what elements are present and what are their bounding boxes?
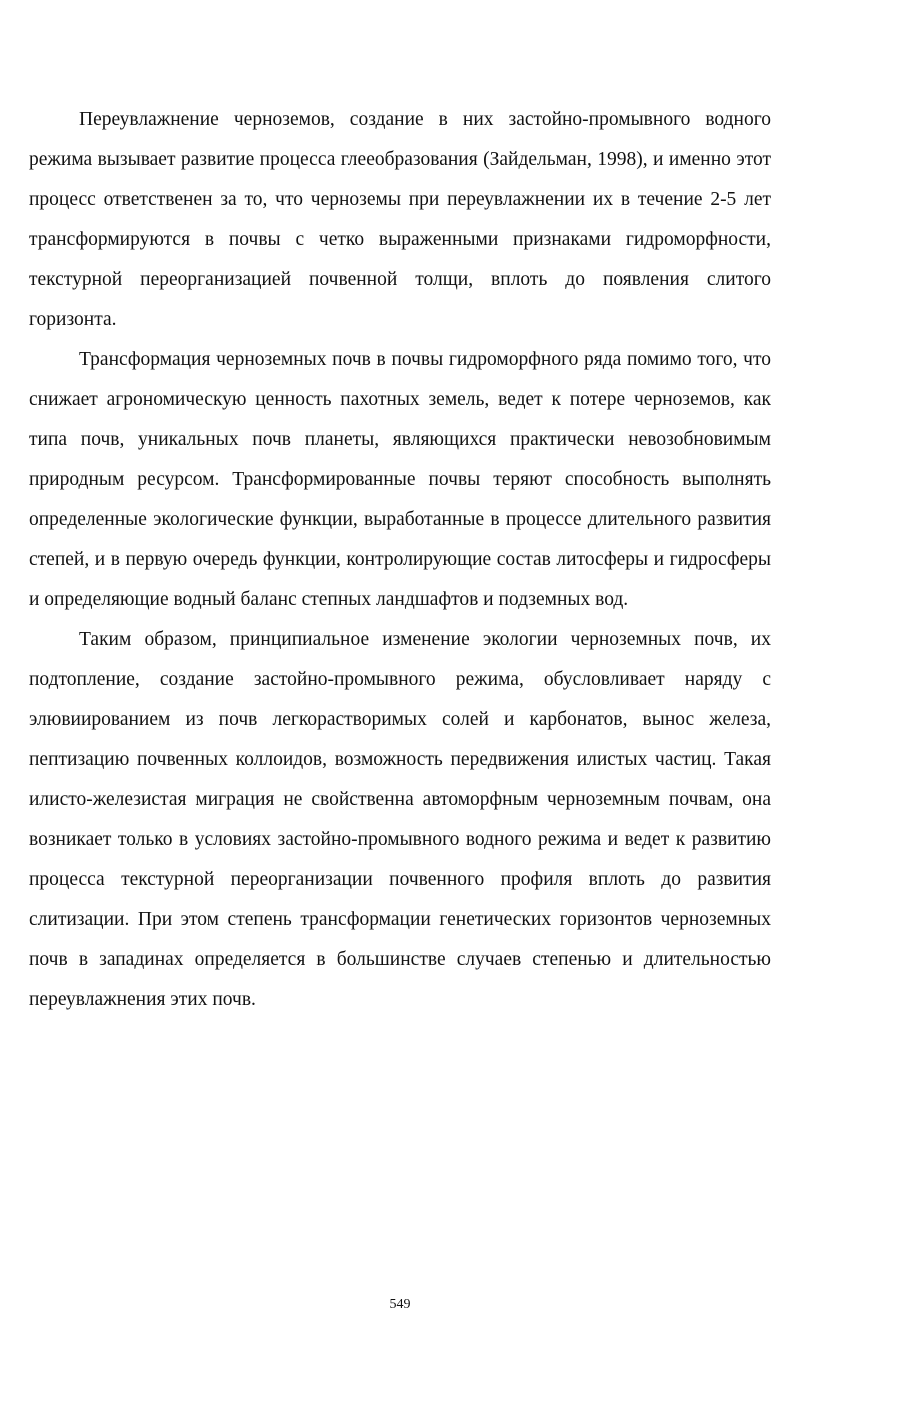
body-text xyxy=(29,100,771,1020)
paragraph-2: Трансформация черноземных почв в почвы гидроморфного ряда помимо того, что снижает агрономическую ценность пахотных земель, ведет к потере черноземов, как типа почв, уникальных почв планеты, являющихся практически невозобновимым природным ресурсом. Трансформированные почвы теряют способность выполнять определенные экологические функции, выработанные в процессе длительного развития степей, и в первую очередь функции, контролирующие состав литосферы и гидросферы и определяющие водный баланс степных ландшафтов и подземных вод. xyxy=(29,349,771,610)
paragraph-1: Переувлажнение черноземов, создание в них застойно-промывного водного режима вызывает развитие процесса глееобразования (Зайдельман, 1998), и именно этот процесс ответственен за то, что черноземы при переувлажнении их в течение 2-5 лет трансформируются в почвы с четко выраженными признаками гидроморфности, текстурной переорганизацией почвенной толщи, вплоть до появления слитого горизонта. xyxy=(29,109,771,330)
paragraph-3: Таким образом, принципиальное изменение экологии черноземных почв, их подтопление, создание застойно-промывного режима, обусловливает наряду с элювиированием из почв легкорастворимых солей и карбонатов, вынос железа, пептизацию почвенных коллоидов, возможность передвижения илистых частиц. Такая илисто-железистая миграция не свойственна автоморфным черноземным почвам, она возникает только в условиях застойно-промывного водного режима и ведет к развитию процесса текстурной переорганизации почвенного профиля вплоть до развития слитизации. При этом степень трансформации генетических горизонтов черноземных почв в западинах определяется в большинстве случаев степенью и длительностью переувлажнения этих почв. xyxy=(29,629,771,1010)
page-number: 549 xyxy=(389,1297,411,1312)
